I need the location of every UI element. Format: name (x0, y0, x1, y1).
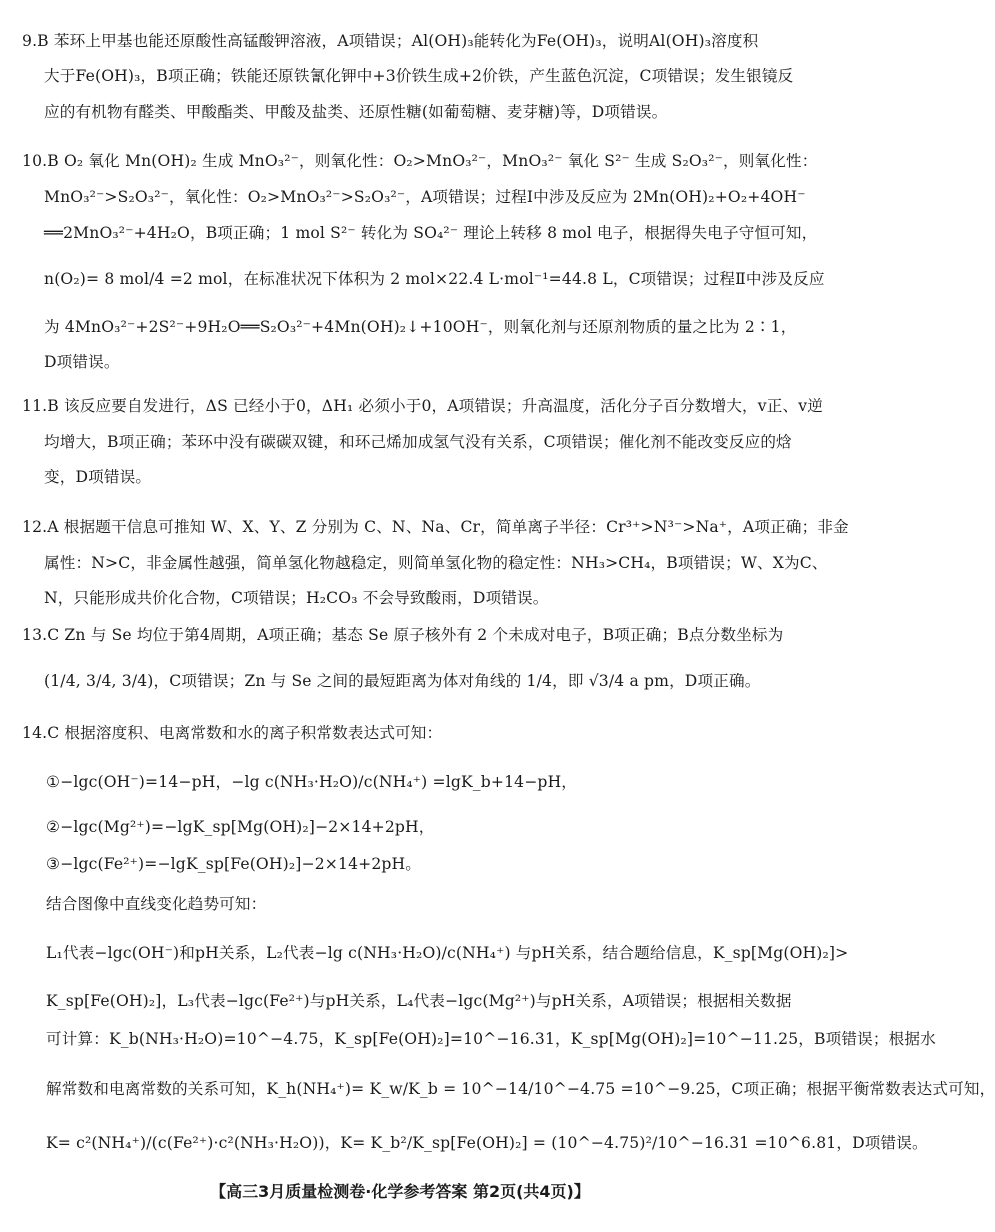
text-line: 属性：N>C，非金属性越强，简单氢化物越稳定，则简单氢化物的稳定性：NH₃>CH₄，B项错误；W、X为C、 (44, 554, 828, 572)
text-line: 13.C Zn 与 Se 均位于第4周期，A项正确；基态 Se 原子核外有 2 个未成对电子，B项正确；B点分数坐标为 (22, 626, 784, 644)
text-line: 10.B O₂ 氧化 Mn(OH)₂ 生成 MnO₃²⁻，则氧化性：O₂>MnO₃²⁻，MnO₃²⁻ 氧化 S²⁻ 生成 S₂O₃²⁻，则氧化性： (22, 152, 818, 170)
text-line: n(O₂)= 8 mol/4 =2 mol，在标准状况下体积为 2 mol×22.4 L·mol⁻¹=44.8 L，C项错误；过程Ⅱ中涉及反应 (44, 270, 825, 288)
text-line: 可计算：K_b(NH₃·H₂O)=10^−4.75，K_sp[Fe(OH)₂]=10^−16.31，K_sp[Mg(OH)₂]=10^−11.25，B项错误；根据水 (46, 1030, 936, 1048)
text-line: D项错误。 (44, 353, 120, 371)
text-line: 9.B 苯环上甲基也能还原酸性高锰酸钾溶液，A项错误；Al(OH)₃能转化为Fe(OH)₃，说明Al(OH)₃溶度积 (22, 32, 759, 50)
text-line: ③−lgc(Fe²⁺)=−lgK_sp[Fe(OH)₂]−2×14+2pH。 (46, 855, 422, 873)
text-line: 大于Fe(OH)₃，B项正确；铁能还原铁氰化钾中+3价铁生成+2价铁，产生蓝色沉淀，C项错误；发生银镜反 (44, 67, 794, 85)
text-line: 为 4MnO₃²⁻+2S²⁻+9H₂O══S₂O₃²⁻+4Mn(OH)₂↓+10OH⁻，则氧化剂与还原剂物质的量之比为 2∶1， (44, 318, 797, 336)
text-line: 结合图像中直线变化趋势可知： (46, 895, 267, 913)
text-line: 应的有机物有醛类、甲酸酯类、甲酸及盐类、还原性糖(如葡萄糖、麦芽糖)等，D项错误。 (44, 103, 668, 121)
text-line: 变，D项错误。 (44, 468, 152, 486)
text-line: N，只能形成共价化合物，C项错误；H₂CO₃ 不会导致酸雨，D项错误。 (44, 589, 549, 607)
text-line: (1/4, 3/4, 3/4)，C项错误；Zn 与 Se 之间的最短距离为体对角线的 1/4，即 √3/4 a pm，D项正确。 (44, 672, 761, 690)
page-footer: 【高三3月质量检测卷·化学参考答案 第2页(共4页)】 (210, 1182, 590, 1201)
text-line: K= c²(NH₄⁺)/(c(Fe²⁺)·c²(NH₃·H₂O))，K= K_b²/K_sp[Fe(OH)₂] = (10^−4.75)²/10^−16.31 =10^6.81，D项错误。 (46, 1134, 928, 1152)
text-line: 均增大，B项正确；苯环中没有碳碳双键，和环己烯加成氢气没有关系，C项错误；催化剂不能改变反应的焓 (44, 433, 792, 451)
text-line: MnO₃²⁻>S₂O₃²⁻，氧化性：O₂>MnO₃²⁻>S₂O₃²⁻，A项错误；过程Ⅰ中涉及反应为 2Mn(OH)₂+O₂+4OH⁻ (44, 188, 806, 206)
text-line: 11.B 该反应要自发进行，ΔS 已经小于0，ΔH₁ 必须小于0，A项错误；升高温度，活化分子百分数增大，v正、v逆 (22, 397, 823, 415)
text-line: 12.A 根据题干信息可推知 W、X、Y、Z 分别为 C、N、Na、Cr，简单离子半径：Cr³⁺>N³⁻>Na⁺，A项正确；非金 (22, 518, 849, 536)
text-line: L₁代表−lgc(OH⁻)和pH关系，L₂代表−lg c(NH₃·H₂O)/c(NH₄⁺) 与pH关系，结合题给信息，K_sp[Mg(OH)₂]> (46, 944, 849, 962)
text-line: K_sp[Fe(OH)₂]，L₃代表−lgc(Fe²⁺)与pH关系，L₄代表−lgc(Mg²⁺)与pH关系，A项错误；根据相关数据 (46, 992, 792, 1010)
text-line: ══2MnO₃²⁻+4H₂O，B项正确；1 mol S²⁻ 转化为 SO₄²⁻ 理论上转移 8 mol 电子，根据得失电子守恒可知， (44, 224, 818, 242)
text-line: 14.C 根据溶度积、电离常数和水的离子积常数表达式可知： (22, 724, 443, 742)
text-line: ②−lgc(Mg²⁺)=−lgK_sp[Mg(OH)₂]−2×14+2pH， (46, 818, 435, 836)
text-line: 解常数和电离常数的关系可知，K_h(NH₄⁺)= K_w/K_b = 10^−14/10^−4.75 =10^−9.25，C项正确；根据平衡常数表达式可知， (46, 1080, 995, 1098)
text-line: ①−lgc(OH⁻)=14−pH，−lg c(NH₃·H₂O)/c(NH₄⁺) =lgK_b+14−pH， (46, 773, 578, 791)
